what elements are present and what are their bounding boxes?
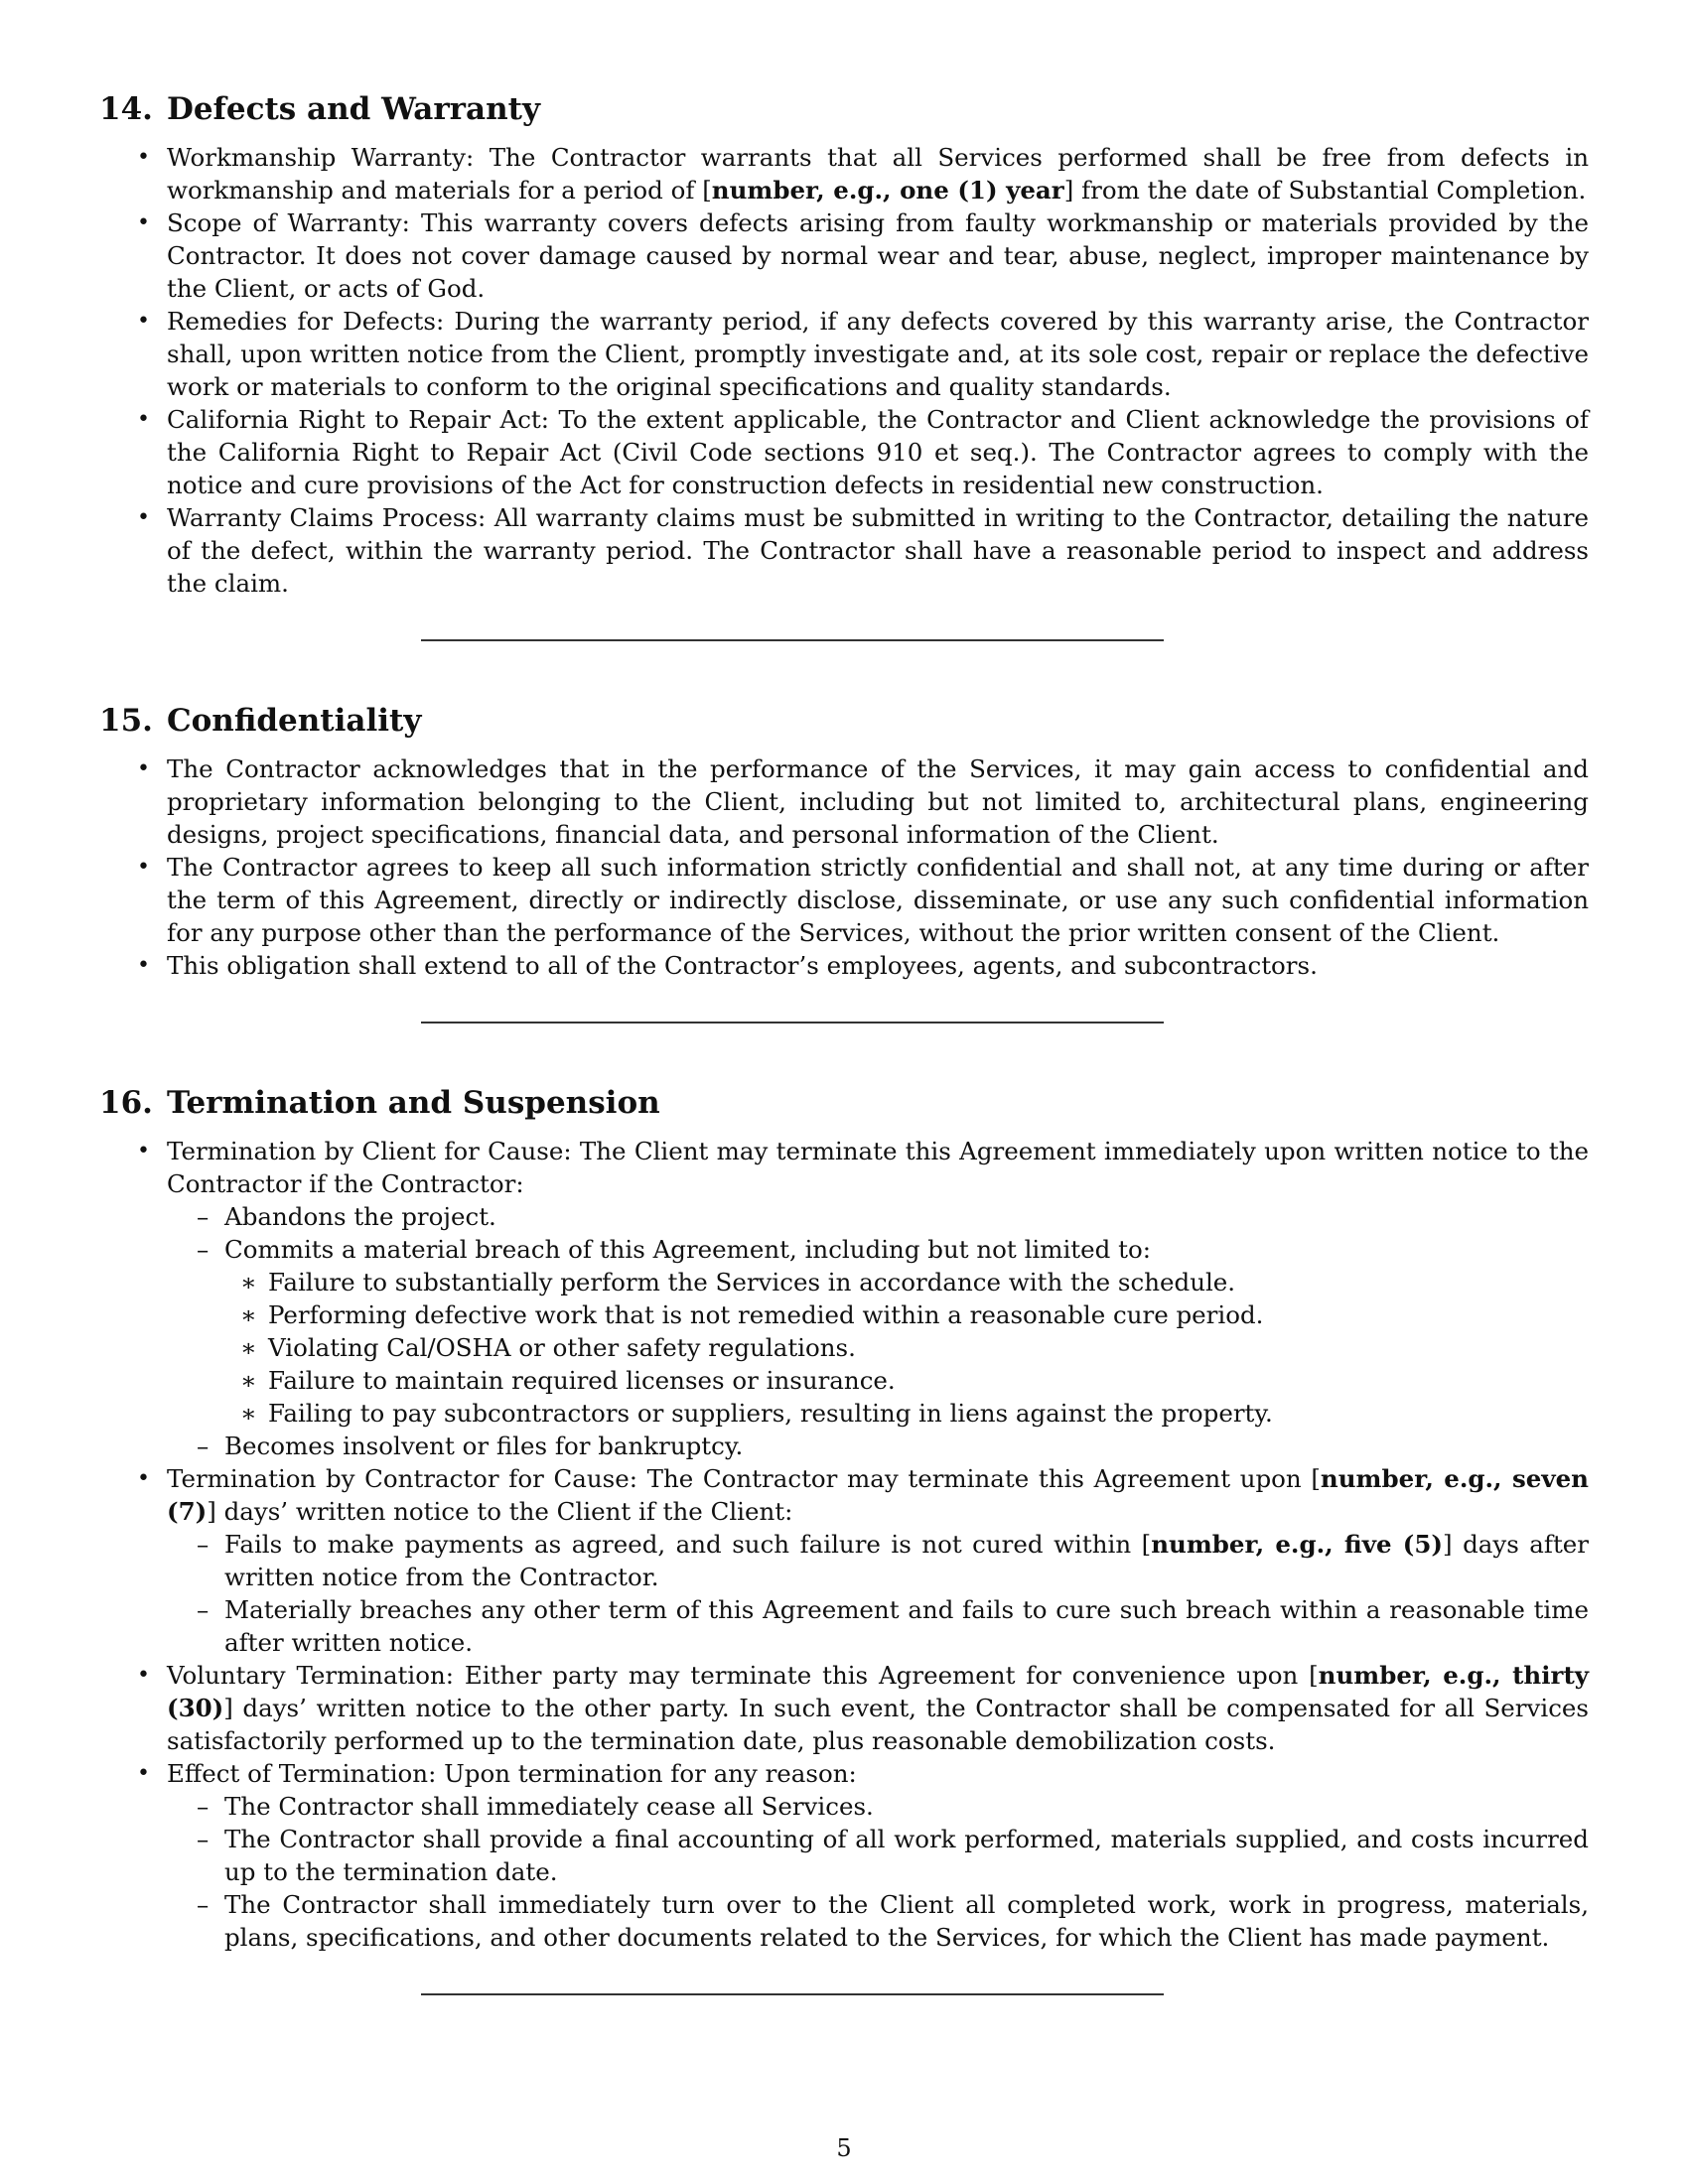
placeholder-bold: number, e.g., thirty (30) <box>167 1661 1590 1722</box>
placeholder-bold: number, e.g., five (5) <box>1151 1530 1444 1559</box>
section-number: 15. <box>99 703 153 739</box>
section-heading <box>99 1083 1589 1123</box>
placeholder-bold: number, e.g., seven (7) <box>167 1464 1589 1526</box>
list-item: • Scope of Warranty: This warranty covers defects arising from faulty workmanship or materials provided by the Contractor. It does not cover damage caused by normal wear and tear, abuse, neglect, improper maintenance by the Client, or acts of God. <box>99 206 1589 305</box>
list-item: • Effect of Termination: Upon termination for any reason: – The Contractor shall immediately cease all Services. – The Contractor shall provide a final accounting of all work performed, materials supplied, and costs incurred up to the termination date. – The Contractor shall immediately turn over to the Client all completed work, work in progress, materials, plans, specifications, and other documents related to the Services, for which the Client has made payment. <box>99 1757 1589 1954</box>
placeholder-bold: number, e.g., one (1) year <box>711 176 1064 205</box>
dash-list <box>167 1200 1589 1462</box>
horizontal-rule <box>421 1022 1164 1024</box>
section-number: 16. <box>99 1085 153 1121</box>
sub-list-item: – The Contractor shall provide a final accounting of all work performed, materials supplied, and costs incurred up to the termination date. <box>165 1823 1589 1888</box>
sub-sub-list-item: ∗ Failure to substantially perform the Services in accordance with the schedule. <box>216 1266 1589 1298</box>
horizontal-rule <box>421 639 1164 641</box>
section-title: Confidentiality <box>166 703 422 739</box>
list-item: • This obligation shall extend to all of the Contractor’s employees, agents, and subcontractors. <box>99 949 1589 982</box>
list-item: • The Contractor acknowledges that in the performance of the Services, it may gain access to confidential and proprietary information belonging to the Client, including but not limited to, architectural plans, engineering designs, project specifications, financial data, and personal information of the Client. <box>99 752 1589 851</box>
section-confidentiality <box>99 701 1589 982</box>
list-item: • The Contractor agrees to keep all such information strictly confidential and shall not, at any time during or after the term of this Agreement, directly or indirectly disclose, disseminate, or use any such confidential information for any purpose other than the performance of the Services, without the prior written consent of the Client. <box>99 851 1589 949</box>
sub-sub-list-item: ∗ Failing to pay subcontractors or suppliers, resulting in liens against the property. <box>216 1397 1589 1430</box>
section-termination-suspension <box>99 1083 1589 1954</box>
list-item: • Termination by Client for Cause: The Client may terminate this Agreement immediately upon written notice to the Contractor if the Contractor: – Abandons the project. – Commits a material breach of this Agreement, including but not limited to: ∗ Failure to substantially perform the Services in accordance with the schedule. ∗ Performing defective work that is not remedied within a reasonable cure period. ∗ Violating Cal/OSHA or other safety regulations. ∗ Failure to maintain required licenses or insurance. ∗ Failing to pay subcontractors or suppliers, resulting in liens against the property. – Becomes insolvent or files for bankruptcy. <box>99 1135 1589 1462</box>
sub-sub-list-item: ∗ Violating Cal/OSHA or other safety regulations. <box>216 1331 1589 1364</box>
list-item: • Warranty Claims Process: All warranty claims must be submitted in writing to the Contractor, detailing the nature of the defect, within the warranty period. The Contractor shall have a reasonable period to inspect and address the claim. <box>99 501 1589 600</box>
sub-sub-list-item: ∗ Performing defective work that is not remedied within a reasonable cure period. <box>216 1298 1589 1331</box>
page-number: 5 <box>836 2134 852 2162</box>
sub-list-item: – Commits a material breach of this Agreement, including but not limited to: ∗ Failure to substantially perform the Services in accordance with the schedule. ∗ Performing defective work that is not remedied within a reasonable cure period. ∗ Violating Cal/OSHA or other safety regulations. ∗ Failure to maintain required licenses or insurance. ∗ Failing to pay subcontractors or suppliers, resulting in liens against the property. <box>165 1233 1589 1430</box>
section-heading <box>99 701 1589 741</box>
sub-list-item: – Becomes insolvent or files for bankruptcy. <box>165 1430 1589 1462</box>
document-body <box>99 89 1589 2055</box>
list-item: • Workmanship Warranty: The Contractor warrants that all Services performed shall be free from defects in workmanship and materials for a period of [number, e.g., one (1) year] from the date of Substantial Completion. <box>99 141 1589 206</box>
section-heading <box>99 89 1589 129</box>
bullet-list <box>99 1135 1589 1954</box>
section-title: Termination and Suspension <box>166 1085 660 1121</box>
sub-list-item: – Materially breaches any other term of this Agreement and fails to cure such breach within a reasonable time after written notice. <box>165 1593 1589 1659</box>
sub-list-item: – Abandons the project. <box>165 1200 1589 1233</box>
section-title: Defects and Warranty <box>166 91 540 127</box>
horizontal-rule <box>421 1993 1164 1995</box>
list-item: • Remedies for Defects: During the warranty period, if any defects covered by this warranty arise, the Contractor shall, upon written notice from the Client, promptly investigate and, at its sole cost, repair or replace the defective work or materials to conform to the original specifications and quality standards. <box>99 305 1589 403</box>
list-item: • Voluntary Termination: Either party may terminate this Agreement for convenience upon [number, e.g., thirty (30)] days’ written notice to the other party. In such event, the Contractor shall be compensated for all Services satisfactorily performed up to the termination date, plus reasonable demobilization costs. <box>99 1659 1589 1757</box>
sub-list-item: – Fails to make payments as agreed, and such failure is not cured within [number, e.g., five (5)] days after written notice from the Contractor. <box>165 1528 1589 1593</box>
section-defects-warranty <box>99 89 1589 600</box>
list-item: • California Right to Repair Act: To the extent applicable, the Contractor and Client acknowledge the provisions of the California Right to Repair Act (Civil Code sections 910 et seq.). The Contractor agrees to comply with the notice and cure provisions of the Act for construction defects in residential new construction. <box>99 403 1589 501</box>
list-item: • Termination by Contractor for Cause: The Contractor may terminate this Agreement upon [number, e.g., seven (7)] days’ written notice to the Client if the Client: – Fails to make payments as agreed, and such failure is not cured within [number, e.g., five (5)] days after written notice from the Contractor. – Materially breaches any other term of this Agreement and fails to cure such breach within a reasonable time after written notice. <box>99 1462 1589 1659</box>
sub-list-item: – The Contractor shall immediately cease all Services. <box>165 1790 1589 1823</box>
sub-sub-list-item: ∗ Failure to maintain required licenses or insurance. <box>216 1364 1589 1397</box>
sub-list-item: – The Contractor shall immediately turn over to the Client all completed work, work in progress, materials, plans, specifications, and other documents related to the Services, for which the Client has made payment. <box>165 1888 1589 1954</box>
bullet-list <box>99 752 1589 982</box>
dash-list <box>167 1528 1589 1659</box>
bullet-list <box>99 141 1589 600</box>
dash-list <box>167 1790 1589 1954</box>
asterisk-list <box>224 1266 1589 1430</box>
section-number: 14. <box>99 91 153 127</box>
